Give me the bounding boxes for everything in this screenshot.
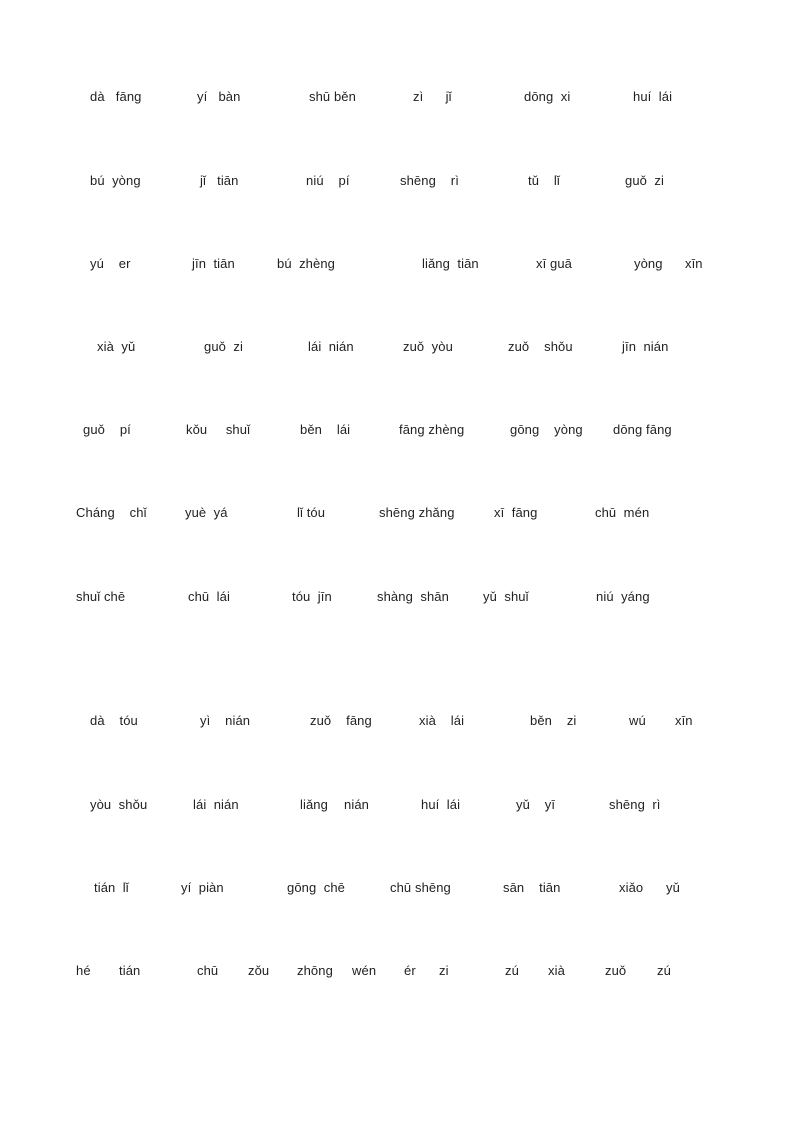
pinyin-word: yòu shǒu <box>90 797 148 812</box>
pinyin-word: huí lái <box>421 797 461 812</box>
pinyin-row-2 <box>0 172 793 192</box>
pinyin-word: zú <box>657 963 671 978</box>
pinyin-word: běn zi <box>530 713 577 728</box>
pinyin-word: yú er <box>90 256 131 271</box>
pinyin-word: zuǒ <box>605 963 627 978</box>
pinyin-word: yuè yá <box>185 505 228 520</box>
pinyin-word: zú <box>505 963 519 978</box>
pinyin-word: niú yáng <box>596 589 650 604</box>
pinyin-word: dōng xi <box>524 89 571 104</box>
pinyin-word: dà tóu <box>90 713 138 728</box>
pinyin-word: gōng yòng <box>510 422 583 437</box>
pinyin-word: xīn <box>685 256 703 271</box>
pinyin-row-4 <box>0 338 793 358</box>
pinyin-word: xīn <box>675 713 693 728</box>
pinyin-word: jīn tiān <box>192 256 235 271</box>
pinyin-word: chū <box>197 963 219 978</box>
pinyin-row-6 <box>0 504 793 524</box>
pinyin-word: dà fāng <box>90 89 142 104</box>
pinyin-word: zuǒ shǒu <box>508 339 573 354</box>
pinyin-word: zǒu <box>248 963 270 978</box>
pinyin-word: nián <box>344 797 369 812</box>
pinyin-word: bú yòng <box>90 173 141 188</box>
pinyin-word: hé <box>76 963 91 978</box>
pinyin-word: shēng rì <box>609 797 661 812</box>
pinyin-word: lǐ tóu <box>297 505 326 520</box>
pinyin-row-3 <box>0 255 793 275</box>
pinyin-word: shēng rì <box>400 173 459 188</box>
pinyin-word: tóu jīn <box>292 589 332 604</box>
pinyin-word: shuǐ chē <box>76 589 126 604</box>
pinyin-word: yòng <box>634 256 663 271</box>
pinyin-word: tǔ lǐ <box>528 173 560 188</box>
pinyin-row-8 <box>0 712 793 732</box>
pinyin-word: zì jǐ <box>413 89 452 104</box>
pinyin-word: zhōng <box>297 963 333 978</box>
pinyin-word: sān tiān <box>503 880 561 895</box>
pinyin-word: yǔ yī <box>516 797 556 812</box>
pinyin-word: shū běn <box>309 89 356 104</box>
pinyin-word: lái nián <box>308 339 354 354</box>
pinyin-word: xī guā <box>536 256 573 271</box>
pinyin-word: kǒu shuǐ <box>186 422 251 437</box>
pinyin-word: wú <box>629 713 646 728</box>
pinyin-word: guǒ pí <box>83 422 131 437</box>
pinyin-word: yí piàn <box>181 880 224 895</box>
pinyin-row-11 <box>0 962 793 982</box>
pinyin-word: yì nián <box>200 713 251 728</box>
pinyin-word: zi <box>439 963 449 978</box>
pinyin-word: ér <box>404 963 416 978</box>
pinyin-row-10 <box>0 879 793 899</box>
pinyin-word: jīn nián <box>622 339 669 354</box>
pinyin-word: chū mén <box>595 505 650 520</box>
pinyin-word: yǔ shuǐ <box>483 589 529 604</box>
pinyin-word: yǔ <box>666 880 680 895</box>
pinyin-word: bú zhèng <box>277 256 336 271</box>
pinyin-word: yí bàn <box>197 89 241 104</box>
pinyin-word: jǐ tiān <box>200 173 239 188</box>
pinyin-word: xià lái <box>419 713 465 728</box>
pinyin-word: Cháng chǐ <box>76 505 147 520</box>
pinyin-word: běn lái <box>300 422 351 437</box>
pinyin-word: niú pí <box>306 173 350 188</box>
pinyin-word: xiǎo <box>619 880 644 895</box>
pinyin-word: zuǒ yòu <box>403 339 453 354</box>
pinyin-word: xià yǔ <box>97 339 136 354</box>
pinyin-word: tián <box>119 963 141 978</box>
pinyin-word: fāng zhèng <box>399 422 465 437</box>
pinyin-word: guǒ zi <box>204 339 244 354</box>
pinyin-word: dōng fāng <box>613 422 672 437</box>
pinyin-word: shēng zhǎng <box>379 505 455 520</box>
pinyin-word: liǎng tiān <box>422 256 479 271</box>
pinyin-word: shàng shān <box>377 589 449 604</box>
pinyin-row-5 <box>0 421 793 441</box>
pinyin-word: liǎng <box>300 797 328 812</box>
pinyin-word: wén <box>352 963 377 978</box>
pinyin-row-9 <box>0 796 793 816</box>
pinyin-word: gōng chē <box>287 880 346 895</box>
pinyin-row-7 <box>0 588 793 608</box>
pinyin-word: chū lái <box>188 589 230 604</box>
pinyin-word: xī fāng <box>494 505 538 520</box>
pinyin-word: zuǒ fāng <box>310 713 372 728</box>
pinyin-row-1 <box>0 88 793 108</box>
pinyin-word: tián lǐ <box>94 880 129 895</box>
pinyin-word: huí lái <box>633 89 673 104</box>
pinyin-word: xià <box>548 963 565 978</box>
pinyin-word: guǒ zi <box>625 173 665 188</box>
pinyin-word: lái nián <box>193 797 239 812</box>
pinyin-word: chū shēng <box>390 880 451 895</box>
